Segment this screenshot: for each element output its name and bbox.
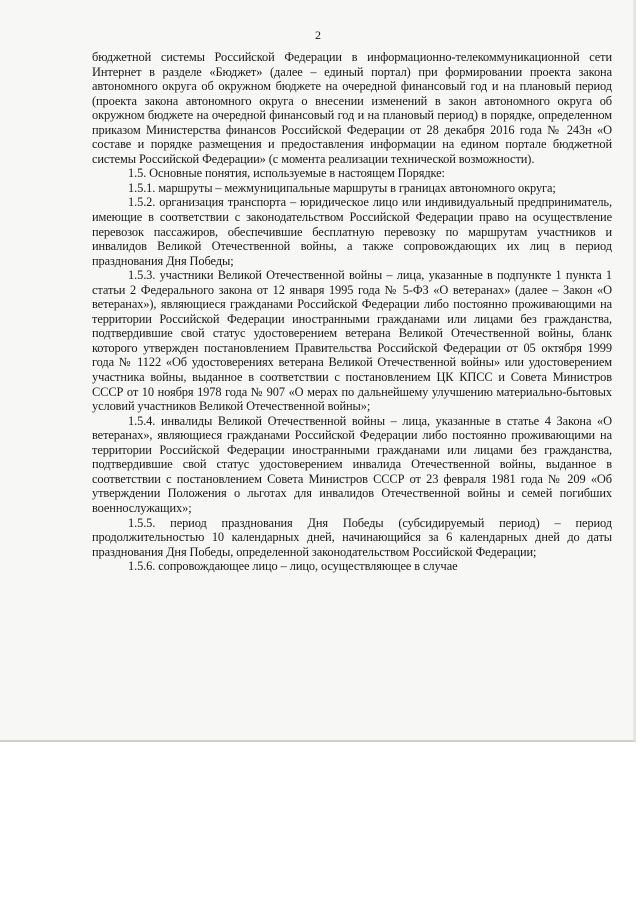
paragraph: 1.5. Основные понятия, используемые в настоящем Порядке: — [128, 166, 445, 181]
paragraph: 1.5.6. сопровождающее лицо – лицо, осуществляющее в случае — [128, 559, 458, 574]
page-number: 2 — [315, 28, 321, 42]
paragraph: 1.5.5. период празднования Дня Победы (субсидируемый период) – период продолжительностью 10 календарных дней, начинающийся за 6 календарных дней до даты празднования Дня Победы, определенной законодательством Российской Федерации; — [92, 515, 612, 559]
paragraph: бюджетной системы Российской Федерации в информационно-телекоммуникационной сети Интернет в разделе «Бюджет» (далее – единый портал) при формировании проекта закона автономного округа об окружном бюджете на очередной финансовый год и на плановый период (проекта закона автономного округа о внесении изменений в закон автономного округа об окружном бюджете на очередной финансовый год и на плановый период) в порядке, определенном приказом Министерства финансов Российской Федерации от 28 декабря 2016 года № 243н «О составе и порядке размещения и предоставления информации на едином портале бюджетной системы Российской Федерации» (с момента реализации технической возможности). — [92, 50, 612, 166]
paragraph: 1.5.2. организация транспорта – юридическое лицо или индивидуальный предприниматель, имеющие в соответствии с законодательством Российской Федерации право на осуществление перевозок пассажиров, обеспечившие бесплатную перевозку по маршрутам участников и инвалидов Великой Отечественной войны, а также сопровождающих их лиц в период празднования Дня Победы; — [92, 195, 612, 268]
paragraph: 1.5.3. участники Великой Отечественной войны – лица, указанные в подпункте 1 пункта 1 статьи 2 Федерального закона от 12 января 1995 года № 5-ФЗ «О ветеранах» (далее – Закон «О ветеранах»), являющиеся гражданами Российской Федерации либо постоянно проживающими на территории Российской Федерации иностранными гражданами или лицами без гражданства, подтвердившие свой статус удостоверением ветерана Великой Отечественной войны, бланк которого утвержден постановлением Правительства Российской Федерации от 05 октября 1999 года № 1122 «Об удостоверениях ветерана Великой Отечественной войны» или удостоверением участника войны, выданное в соответствии с постановлением ЦК КПСС и Совета Министров СССР от 10 ноября 1978 года № 907 «О мерах по дальнейшему улучшению материально-бытовых условий участников Великой Отечественной войны»; — [92, 268, 612, 414]
paragraph: 1.5.1. маршруты – межмуниципальные маршруты в границах автономного округа; — [128, 180, 556, 195]
paragraph: 1.5.4. инвалиды Великой Отечественной войны – лица, указанные в статье 4 Закона «О ветеранах», являющиеся гражданами Российской Федерации либо постоянно проживающими на территории Российской Федерации иностранными гражданами или лицами без гражданства, подтвердившие свой статус удостоверением инвалида Отечественной войны, выданное в соответствии с постановлением Совета Министров СССР от 23 февраля 1981 года № 209 «Об утверждении Положения о льготах для инвалидов Отечественной войны и семей погибших военнослужащих»; — [92, 413, 612, 515]
document-body — [92, 50, 612, 574]
